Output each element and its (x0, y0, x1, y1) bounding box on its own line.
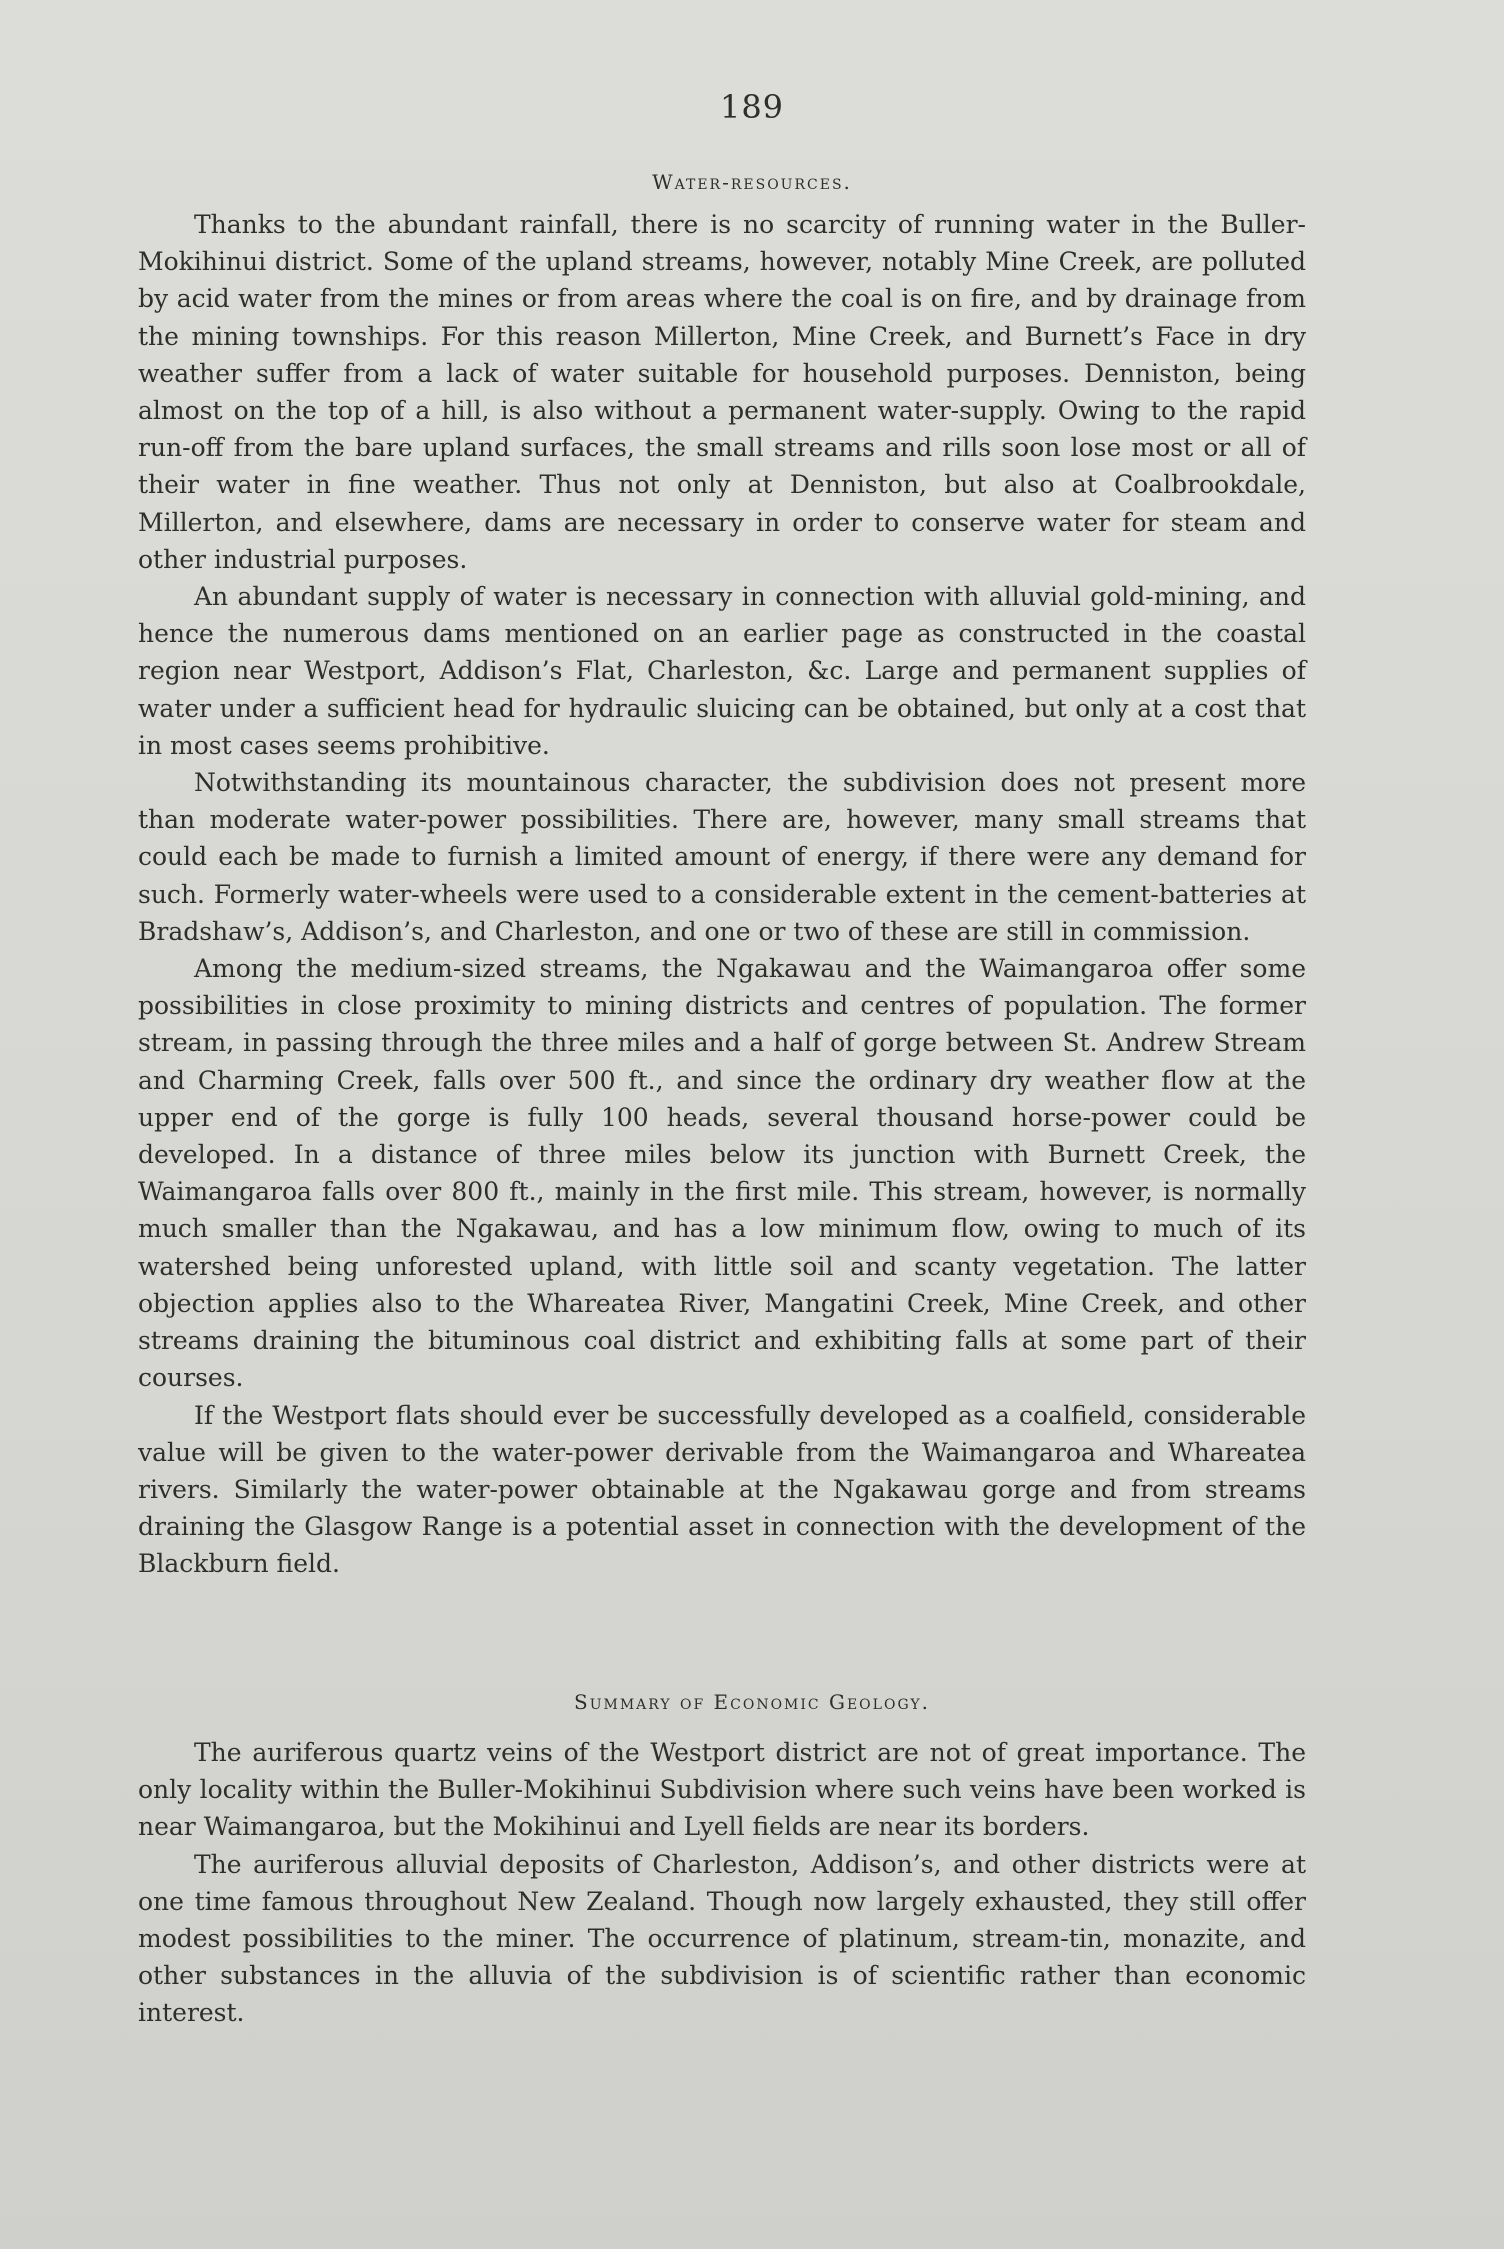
paragraph: If the Westport flats should ever be successfully developed as a coalfield, considerable value will be given to the water-power derivable from the Waimangaroa and Whareatea rivers. Similarly the water-power obtainable at the Ngakawau gorge and from streams draining the Glasgow Range is a potential asset in connection with the development of the Blackburn field. (138, 1400, 1306, 1579)
page-number: 189 (719, 88, 785, 126)
paragraph: The auriferous quartz veins of the Westport district are not of great importance. The only locality within the Buller-Mokihinui Subdivision where such veins have been worked is near Waimangaroa, but the Mokihinui and Lyell fields are near its borders. (138, 1738, 1306, 1842)
water-resources-body (138, 206, 1306, 1583)
summary-economic-geology-body (138, 1734, 1306, 2032)
section-heading-summary-economic-geology: Summary of Economic Geology. (574, 1690, 930, 1714)
paragraph: The auriferous alluvial deposits of Charleston, Addison’s, and other districts were at one time famous throughout New Zealand. Though now largely exhausted, they still offer modest possibilities to the miner. The occurrence of platinum, stream-tin, monazite, and other substances in the alluvia of the subdivision is of scientific rather than economic interest. (138, 1849, 1306, 2028)
paragraph: Thanks to the abundant rainfall, there is no scarcity of running water in the Buller-Mokihinui district. Some of the upland streams, however, notably Mine Creek, are polluted by acid water from the mines or from areas where the coal is on fire, and by drainage from the mining townships. For this reason Millerton, Mine Creek, and Burnett’s Face in dry weather suffer from a lack of water suitable for household purposes. Denniston, being almost on the top of a hill, is also without a permanent water-supply. Owing to the rapid run-off from the bare upland surfaces, the small streams and rills soon lose most or all of their water in fine weather. Thus not only at Denniston, but also at Coalbrookdale, Millerton, and elsewhere, dams are necessary in order to conserve water for steam and other industrial purposes. (138, 210, 1306, 574)
paragraph: Notwithstanding its mountainous character, the subdivision does not present more than moderate water-power possibilities. There are, however, many small streams that could each be made to furnish a limited amount of energy, if there were any demand for such. Formerly water-wheels were used to a considerable extent in the cement-batteries at Bradshaw’s, Addison’s, and Charleston, and one or two of these are still in commission. (138, 768, 1306, 946)
section-heading-water-resources: Water-resources. (652, 170, 852, 194)
paragraph: An abundant supply of water is necessary in connection with alluvial gold-mining, and hence the numerous dams mentioned on an earlier page as constructed in the coastal region near Westport, Addison’s Flat, Charleston, &c. Large and permanent supplies of water under a sufficient head for hydraulic sluicing can be obtained, but only at a cost that in most cases seems prohibitive. (138, 582, 1306, 760)
paragraph: Among the medium-sized streams, the Ngakawau and the Waimangaroa offer some possibilities in close proximity to mining districts and centres of population. The former stream, in passing through the three miles and a half of gorge between St. Andrew Stream and Charming Creek, falls over 500 ft., and since the ordinary dry weather flow at the upper end of the gorge is fully 100 heads, several thousand horse-power could be developed. In a distance of three miles below its junction with Burnett Creek, the Waimangaroa falls over 800 ft., mainly in the first mile. This stream, however, is normally much smaller than the Ngakawau, and has a low minimum flow, owing to much of its watershed being unforested upland, with little soil and scanty vegetation. The latter objection applies also to the Whareatea River, Mangatini Creek, Mine Creek, and other streams draining the bituminous coal district and exhibiting falls at some part of their courses. (138, 954, 1306, 1393)
